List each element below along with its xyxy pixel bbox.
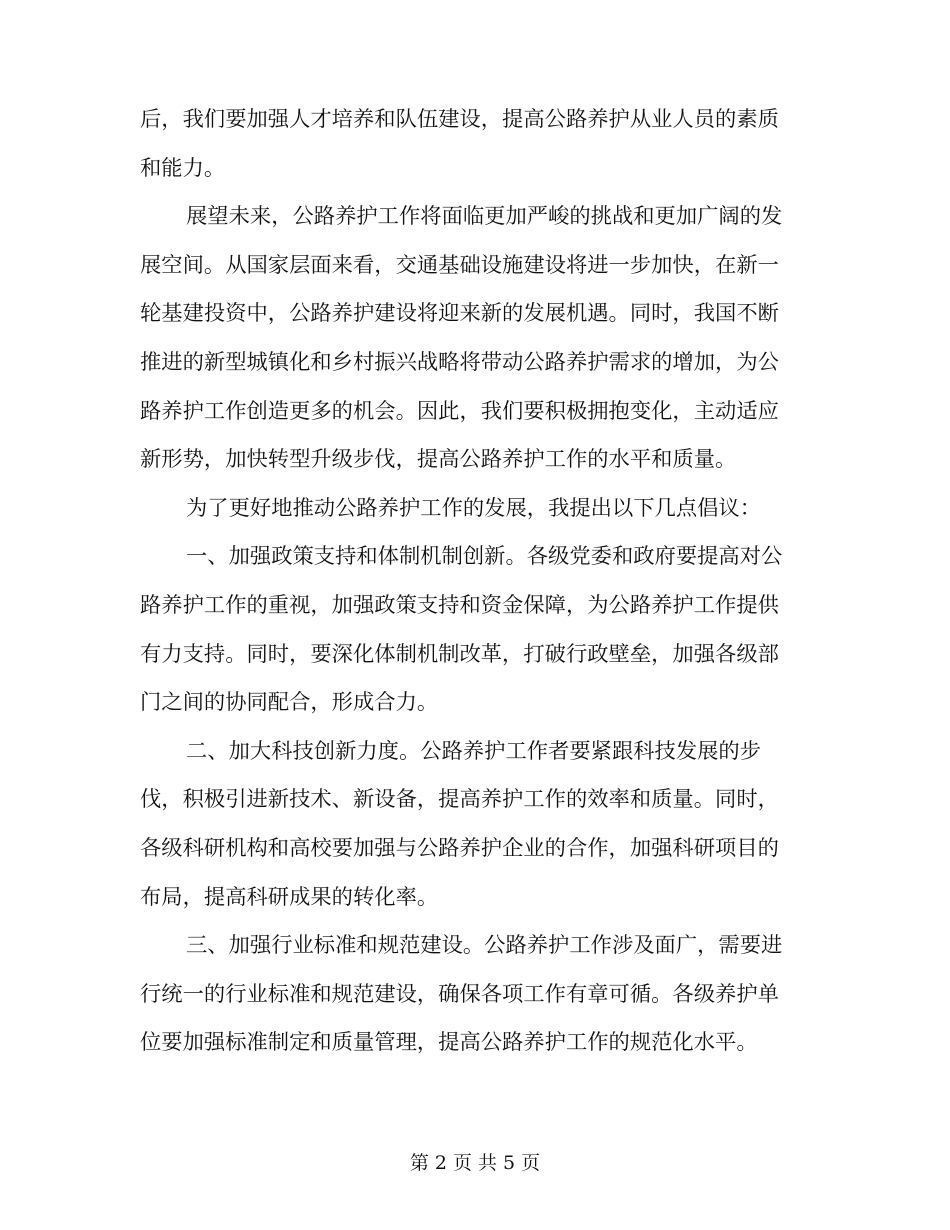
paragraph-first-line: 二、加大科技创新力度。公路养护工作者要紧跟科技发展的步 bbox=[186, 738, 762, 764]
text-line: 新形势，加快转型升级步伐，提高公路养护工作的水平和质量。 bbox=[140, 447, 737, 473]
text-line: 有力支持。同时，要深化体制机制改革，打破行政壁垒，加强各级部 bbox=[140, 641, 779, 667]
text-line: 后，我们要加强人才培养和队伍建设，提高公路养护从业人员的素质 bbox=[140, 107, 779, 132]
text-line: 和能力。 bbox=[140, 155, 226, 181]
text-line: 路养护工作创造更多的机会。因此，我们要积极拥抱变化，主动适应 bbox=[140, 398, 779, 424]
text-line: 门之间的协同配合，形成合力。 bbox=[140, 690, 439, 716]
paragraph-first-line: 一、加强政策支持和体制机制创新。各级党委和政府要提高对公 bbox=[186, 544, 783, 570]
text-line: 展空间。从国家层面来看，交通基础设施建设将进一步加快，在新一 bbox=[140, 252, 779, 278]
text-line: 布局，提高科研成果的转化率。 bbox=[140, 884, 439, 910]
text-line: 伐，积极引进新技术、新设备，提高养护工作的效率和质量。同时， bbox=[140, 787, 779, 813]
text-line: 路养护工作的重视，加强政策支持和资金保障，为公路养护工作提供 bbox=[140, 592, 779, 618]
paragraph-first-line: 为了更好地推动公路养护工作的发展，我提出以下几点倡议： bbox=[186, 495, 762, 521]
text-line: 行统一的行业标准和规范建设，确保各项工作有章可循。各级养护单 bbox=[140, 981, 779, 1007]
text-line: 轮基建投资中，公路养护建设将迎来新的发展机遇。同时，我国不断 bbox=[140, 301, 779, 327]
text-line: 各级科研机构和高校要加强与公路养护企业的合作，加强科研项目的 bbox=[140, 835, 779, 861]
text-line: 位要加强标准制定和质量管理，提高公路养护工作的规范化水平。 bbox=[140, 1030, 758, 1056]
document-body bbox=[140, 96, 810, 1068]
page-number-footer: 第 2 页 共 5 页 bbox=[409, 1152, 541, 1174]
paragraph-first-line: 展望未来，公路养护工作将面临更加严峻的挑战和更加广阔的发 bbox=[186, 204, 783, 230]
paragraph-first-line: 三、加强行业标准和规范建设。公路养护工作涉及面广，需要进 bbox=[186, 933, 783, 959]
text-line: 推进的新型城镇化和乡村振兴战略将带动公路养护需求的增加，为公 bbox=[140, 349, 779, 375]
